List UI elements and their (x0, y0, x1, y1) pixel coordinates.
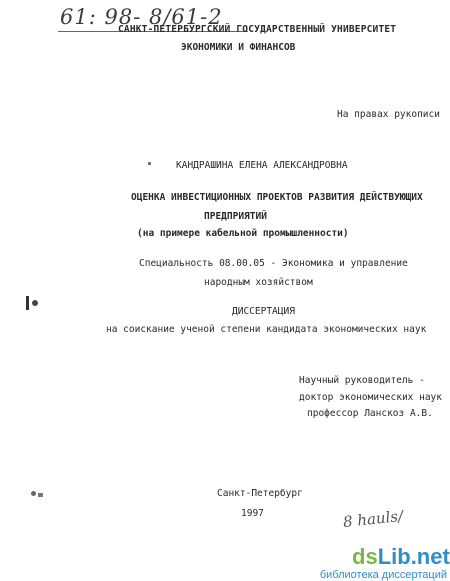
year: 1997 (241, 508, 264, 519)
author-name: КАНДРАШИНА ЕЛЕНА АЛЕКСАНДРОВНА (176, 160, 348, 171)
specialty-line-1: Специальность 08.00.05 - Экономика и управление (139, 258, 408, 269)
supervisor-line-1: Научный руководитель - (299, 375, 425, 386)
logo-net: .net (410, 544, 450, 569)
watermark-footer (0, 545, 450, 581)
supervisor-line-3: профессор Ланскоз А.В. (307, 408, 433, 419)
specialty-line-2: народным хозяйством (204, 277, 313, 288)
logo-tagline: библиотека диссертаций (319, 569, 447, 581)
thesis-title-line-2: ПРЕДПРИЯТИЙ (204, 211, 267, 222)
logo-lib: Lib (377, 544, 411, 569)
dissertation-label: ДИССЕРТАЦИЯ (232, 306, 295, 317)
city: Санкт-Петербург (217, 488, 303, 499)
dslib-logo (319, 544, 450, 581)
university-name: САНКТ-ПЕТЕРБУРГСКИЙ ГОСУДАРСТВЕННЫЙ УНИВЕРСИТЕТ (118, 24, 397, 35)
logo-ds: ds (352, 544, 378, 569)
handwritten-signature: 8 hauls/ (342, 506, 404, 532)
scan-artifact (148, 162, 151, 165)
handwritten-catalog-code: 61: 98- 8/61-2 (60, 5, 223, 29)
supervisor-line-2: доктор экономических наук (299, 392, 442, 403)
scan-artifact (26, 296, 29, 310)
faculty-name: ЭКОНОМИКИ И ФИНАНСОВ (181, 42, 296, 53)
thesis-title-line-1: ОЦЕНКА ИНВЕСТИЦИОННЫХ ПРОЕКТОВ РАЗВИТИЯ ДЕЙСТВУЮЩИХ (131, 192, 423, 203)
dissertation-purpose: на соискание ученой степени кандидата экономических наук (106, 324, 427, 335)
thesis-title-line-3: (на примере кабельной промышленности) (137, 228, 349, 239)
scan-artifact (32, 300, 38, 306)
scan-artifact (38, 493, 43, 497)
scan-artifact (31, 491, 36, 496)
rights-notice: На правах рукописи (337, 109, 440, 120)
